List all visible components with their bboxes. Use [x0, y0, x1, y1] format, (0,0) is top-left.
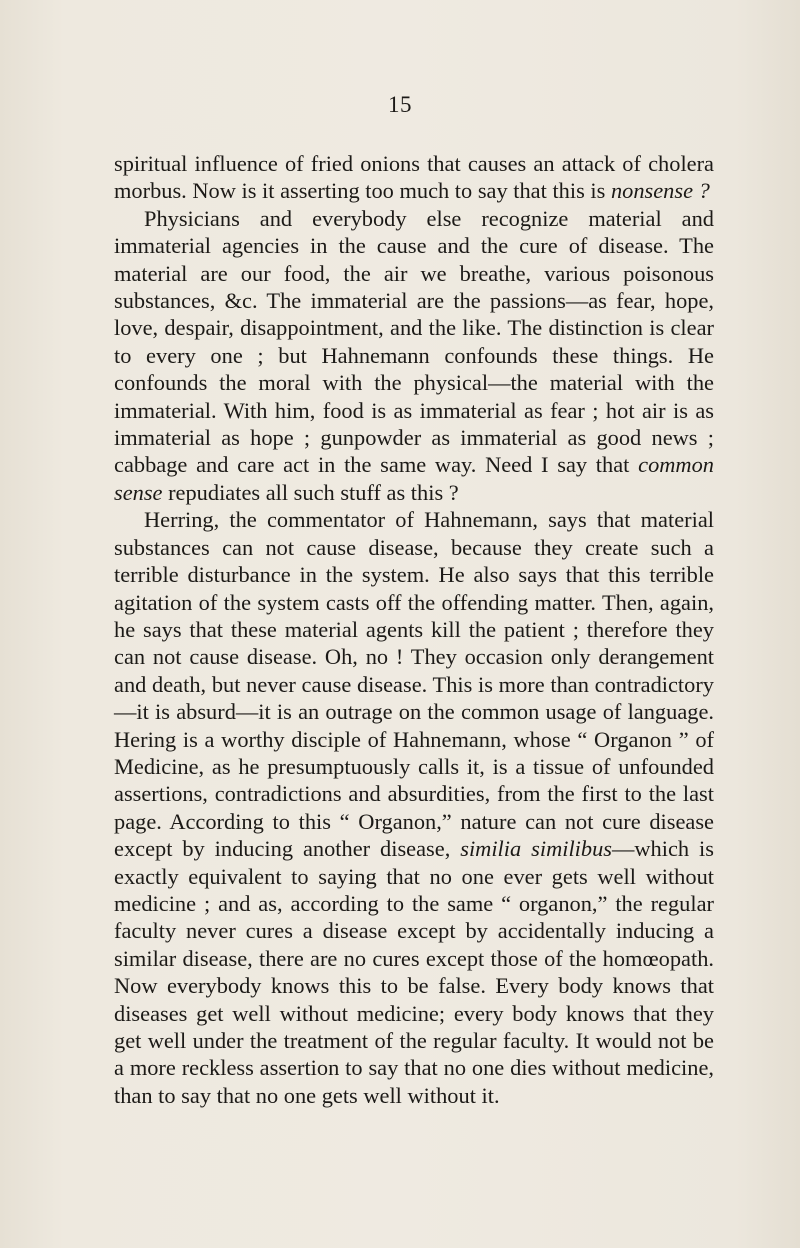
- paragraph-3: [114, 506, 714, 1109]
- italic-phrase-common-sense: common sense: [114, 452, 714, 505]
- paragraph-1: [114, 150, 714, 205]
- paragraph-text: Physicians and everybody else recognize material and immaterial agencies in the cause and the cure of disease. The material are our food, the air we breathe, various poisonous substances, &c. The immaterial are the passions—as fear, hope, love, despair, disappointment, and the like. The distinction is clear to every one ; but Hahnemann confounds these things. He confounds the moral with the physical—the material with the immaterial. With him, food is as immaterial as fear ; hot air is as immaterial as hope ; gunpowder as immaterial as good news ; cabbage and care act in the same way. Need I say that: [114, 205, 714, 478]
- paragraph-2: [114, 205, 714, 506]
- body-text: [114, 150, 714, 1109]
- paragraph-text: spiritual influence of fried onions that causes an attack of cholera morbus. Now is it asserting too much to say that this is: [114, 151, 714, 204]
- paragraph-text: repudiates all such stuff as this ?: [162, 479, 459, 505]
- page-number: 15: [388, 92, 412, 117]
- italic-phrase-nonsense: nonsense ?: [610, 178, 710, 204]
- paragraph-text: —which is exactly equivalent to saying that no one ever gets well without medicine ; and as, according to the same “ organon,” the regular faculty never cures a disease except by accidentally inducing a similar disease, there are no cures except those of the homœopath. Now everybody knows this to be false. Every body knows that diseases get well without medicine; every body knows that they get well under the treatment of the regular faculty. It would not be a more reckless assertion to say that no one dies without medicine, than to say that no one gets well without it.: [114, 836, 714, 1108]
- italic-phrase-similia: similia similibus: [460, 836, 612, 862]
- paragraph-text: Herring, the commentator of Hahnemann, says that material substances can not cause disease, because they create such a terrible disturbance in the system. He also says that this terrible agitation of the system casts off the offending matter. Then, again, he says that these material agents kill the patient ; therefore they can not cause disease. Oh, no ! They occasion only derangement and death, but never cause disease. This is more than contradictory—it is absurd—it is an outrage on the common usage of language. Hering is a worthy disciple of Hahnemann, whose “ Organon ” of Medicine, as he presumptuously calls it, is a tissue of unfounded assertions, contradictions and absurdities, from the first to the last page. According to this “ Organon,” nature can not cure disease except by inducing another disease,: [114, 507, 714, 862]
